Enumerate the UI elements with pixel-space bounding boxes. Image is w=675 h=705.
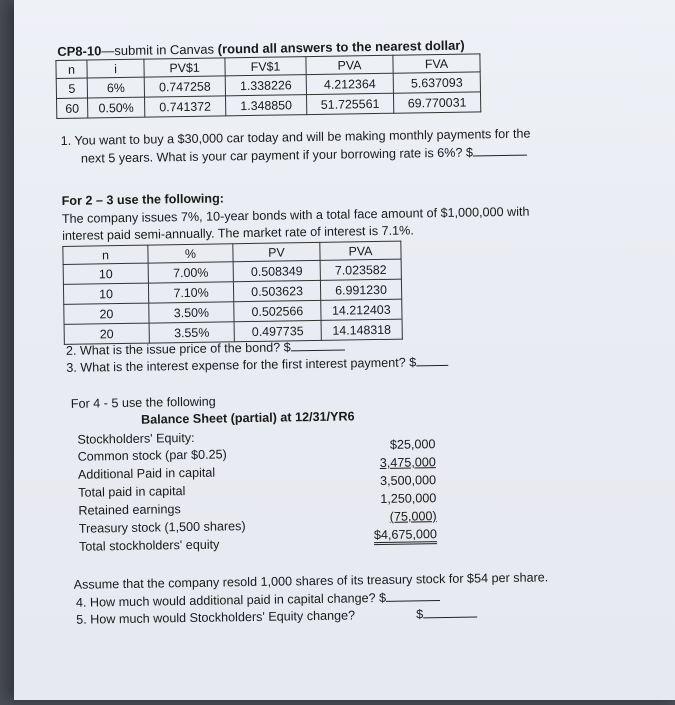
table-cell: 0.50% — [88, 97, 145, 118]
answer-blank[interactable] — [416, 355, 448, 367]
table-cell: 0.497735 — [234, 320, 321, 341]
table-cell: 0.503623 — [233, 280, 320, 301]
column-header: FV$1 — [225, 57, 306, 76]
table-cell: 1.338226 — [225, 75, 306, 96]
assumption-text: Assume that the company resold 1,000 shares of its treasury stock for $54 per share. — [73, 570, 549, 592]
answer-blank[interactable] — [386, 590, 440, 602]
line-item-value — [347, 527, 437, 542]
table-cell: 7.00% — [148, 262, 233, 283]
table-cell: 69.770031 — [393, 92, 480, 113]
line-item-label: Total paid in capital — [78, 484, 186, 500]
line-item-value: 3,500,000 — [379, 473, 437, 488]
line-item-label: Total stockholders' equity — [78, 537, 220, 554]
column-header: % — [148, 244, 233, 263]
column-header: PV$1 — [144, 58, 225, 77]
table-cell: 14.212403 — [321, 299, 402, 320]
paper-sheet — [14, 0, 675, 700]
table-cell: 0.508349 — [233, 260, 320, 281]
table-cell: 3.50% — [149, 302, 234, 323]
answer-blank[interactable] — [423, 606, 477, 618]
table-cell: 7.10% — [148, 282, 233, 303]
table-cell: 6.991230 — [320, 279, 401, 300]
answer-blank[interactable] — [291, 340, 345, 352]
rounding-note: (round all answers to the nearest dollar) — [217, 37, 465, 57]
line-item-label: Additional Paid in capital — [77, 465, 216, 482]
section-2-line-1: The company issues 7%, 10-year bonds with a total face amount of $1,000,000 with — [61, 204, 530, 226]
question-5-text: 5. How much would Stockholders' Equity change? — [76, 608, 356, 627]
table-cell: 5 — [56, 78, 87, 98]
table-cell: 7.023582 — [320, 259, 401, 280]
table-cell: 60 — [57, 98, 88, 118]
answer-blank[interactable] — [473, 145, 527, 157]
column-header: FVA — [393, 54, 480, 73]
line-item-label: Retained earnings — [78, 502, 181, 518]
table-cell: 6% — [87, 77, 144, 98]
question-5-answer — [416, 606, 477, 621]
line-item-label: Common stock (par $0.25) — [77, 447, 227, 464]
question-3 — [66, 355, 448, 375]
line-item-value: 3,475,000 — [379, 455, 436, 470]
table-cell: 20 — [64, 323, 149, 344]
line-item-value: $25,000 — [389, 437, 436, 452]
question-1-line-2 — [81, 145, 527, 166]
section-2-heading: For 2 – 3 use the following: — [61, 191, 225, 208]
table-cell: 0.502566 — [234, 300, 321, 321]
table-cell: 1.348850 — [225, 95, 306, 116]
question-4 — [76, 590, 440, 610]
interest-factor-table — [55, 53, 481, 119]
column-header: PV — [233, 242, 320, 261]
table-cell: 5.637093 — [393, 72, 480, 93]
column-header: i — [87, 59, 144, 78]
column-header: PVA — [306, 55, 393, 74]
table-cell: 10 — [63, 263, 148, 284]
column-header: n — [56, 60, 87, 78]
total-equity-value: $4,675,000 — [374, 527, 437, 545]
submit-note: —submit in Canvas — [101, 41, 218, 59]
table-cell: 3.55% — [149, 322, 234, 343]
table-cell: 20 — [64, 303, 149, 324]
bond-factor-table — [62, 241, 403, 345]
question-2-text: 2. What is the issue price of the bond? $ — [65, 340, 291, 358]
column-header: PVA — [320, 241, 401, 260]
table-cell: 10 — [63, 283, 148, 304]
dollar-sign: $ — [416, 607, 424, 622]
worksheet-page — [9, 0, 675, 705]
question-4-text: 4. How much would additional paid in capital change? $ — [75, 590, 387, 610]
balance-sheet-title: Balance Sheet (partial) at 12/31/YR6 — [140, 409, 355, 427]
table-cell: 14.148318 — [321, 319, 402, 340]
section-2-line-2: interest paid semi-annually. The market rate of interest is 7.1%. — [62, 223, 414, 243]
question-2 — [66, 340, 345, 358]
question-5 — [76, 608, 355, 626]
table-cell: 0.741372 — [145, 96, 226, 117]
line-item-value: 1,250,000 — [380, 491, 437, 506]
stockholders-equity-heading: Stockholders' Equity: — [77, 430, 195, 447]
question-1-line-1: 1. You want to buy a $30,000 car today and will be making monthly payments for the — [60, 126, 531, 148]
assignment-code: CP8-10 — [57, 43, 102, 59]
question-1-text: next 5 years. What is your car payment if your borrowing rate is 6%? $ — [80, 145, 474, 166]
line-item-value: (75,000) — [389, 509, 437, 524]
table-cell: 0.747258 — [144, 76, 225, 97]
table-cell: 4.212364 — [306, 73, 393, 94]
table-cell: 51.725561 — [306, 93, 393, 114]
column-header: n — [63, 245, 148, 264]
line-item-label: Treasury stock (1,500 shares) — [78, 519, 246, 536]
question-3-text: 3. What is the interest expense for the first interest payment? $ — [66, 355, 417, 375]
section-4-heading: For 4 - 5 use the following — [70, 394, 216, 411]
